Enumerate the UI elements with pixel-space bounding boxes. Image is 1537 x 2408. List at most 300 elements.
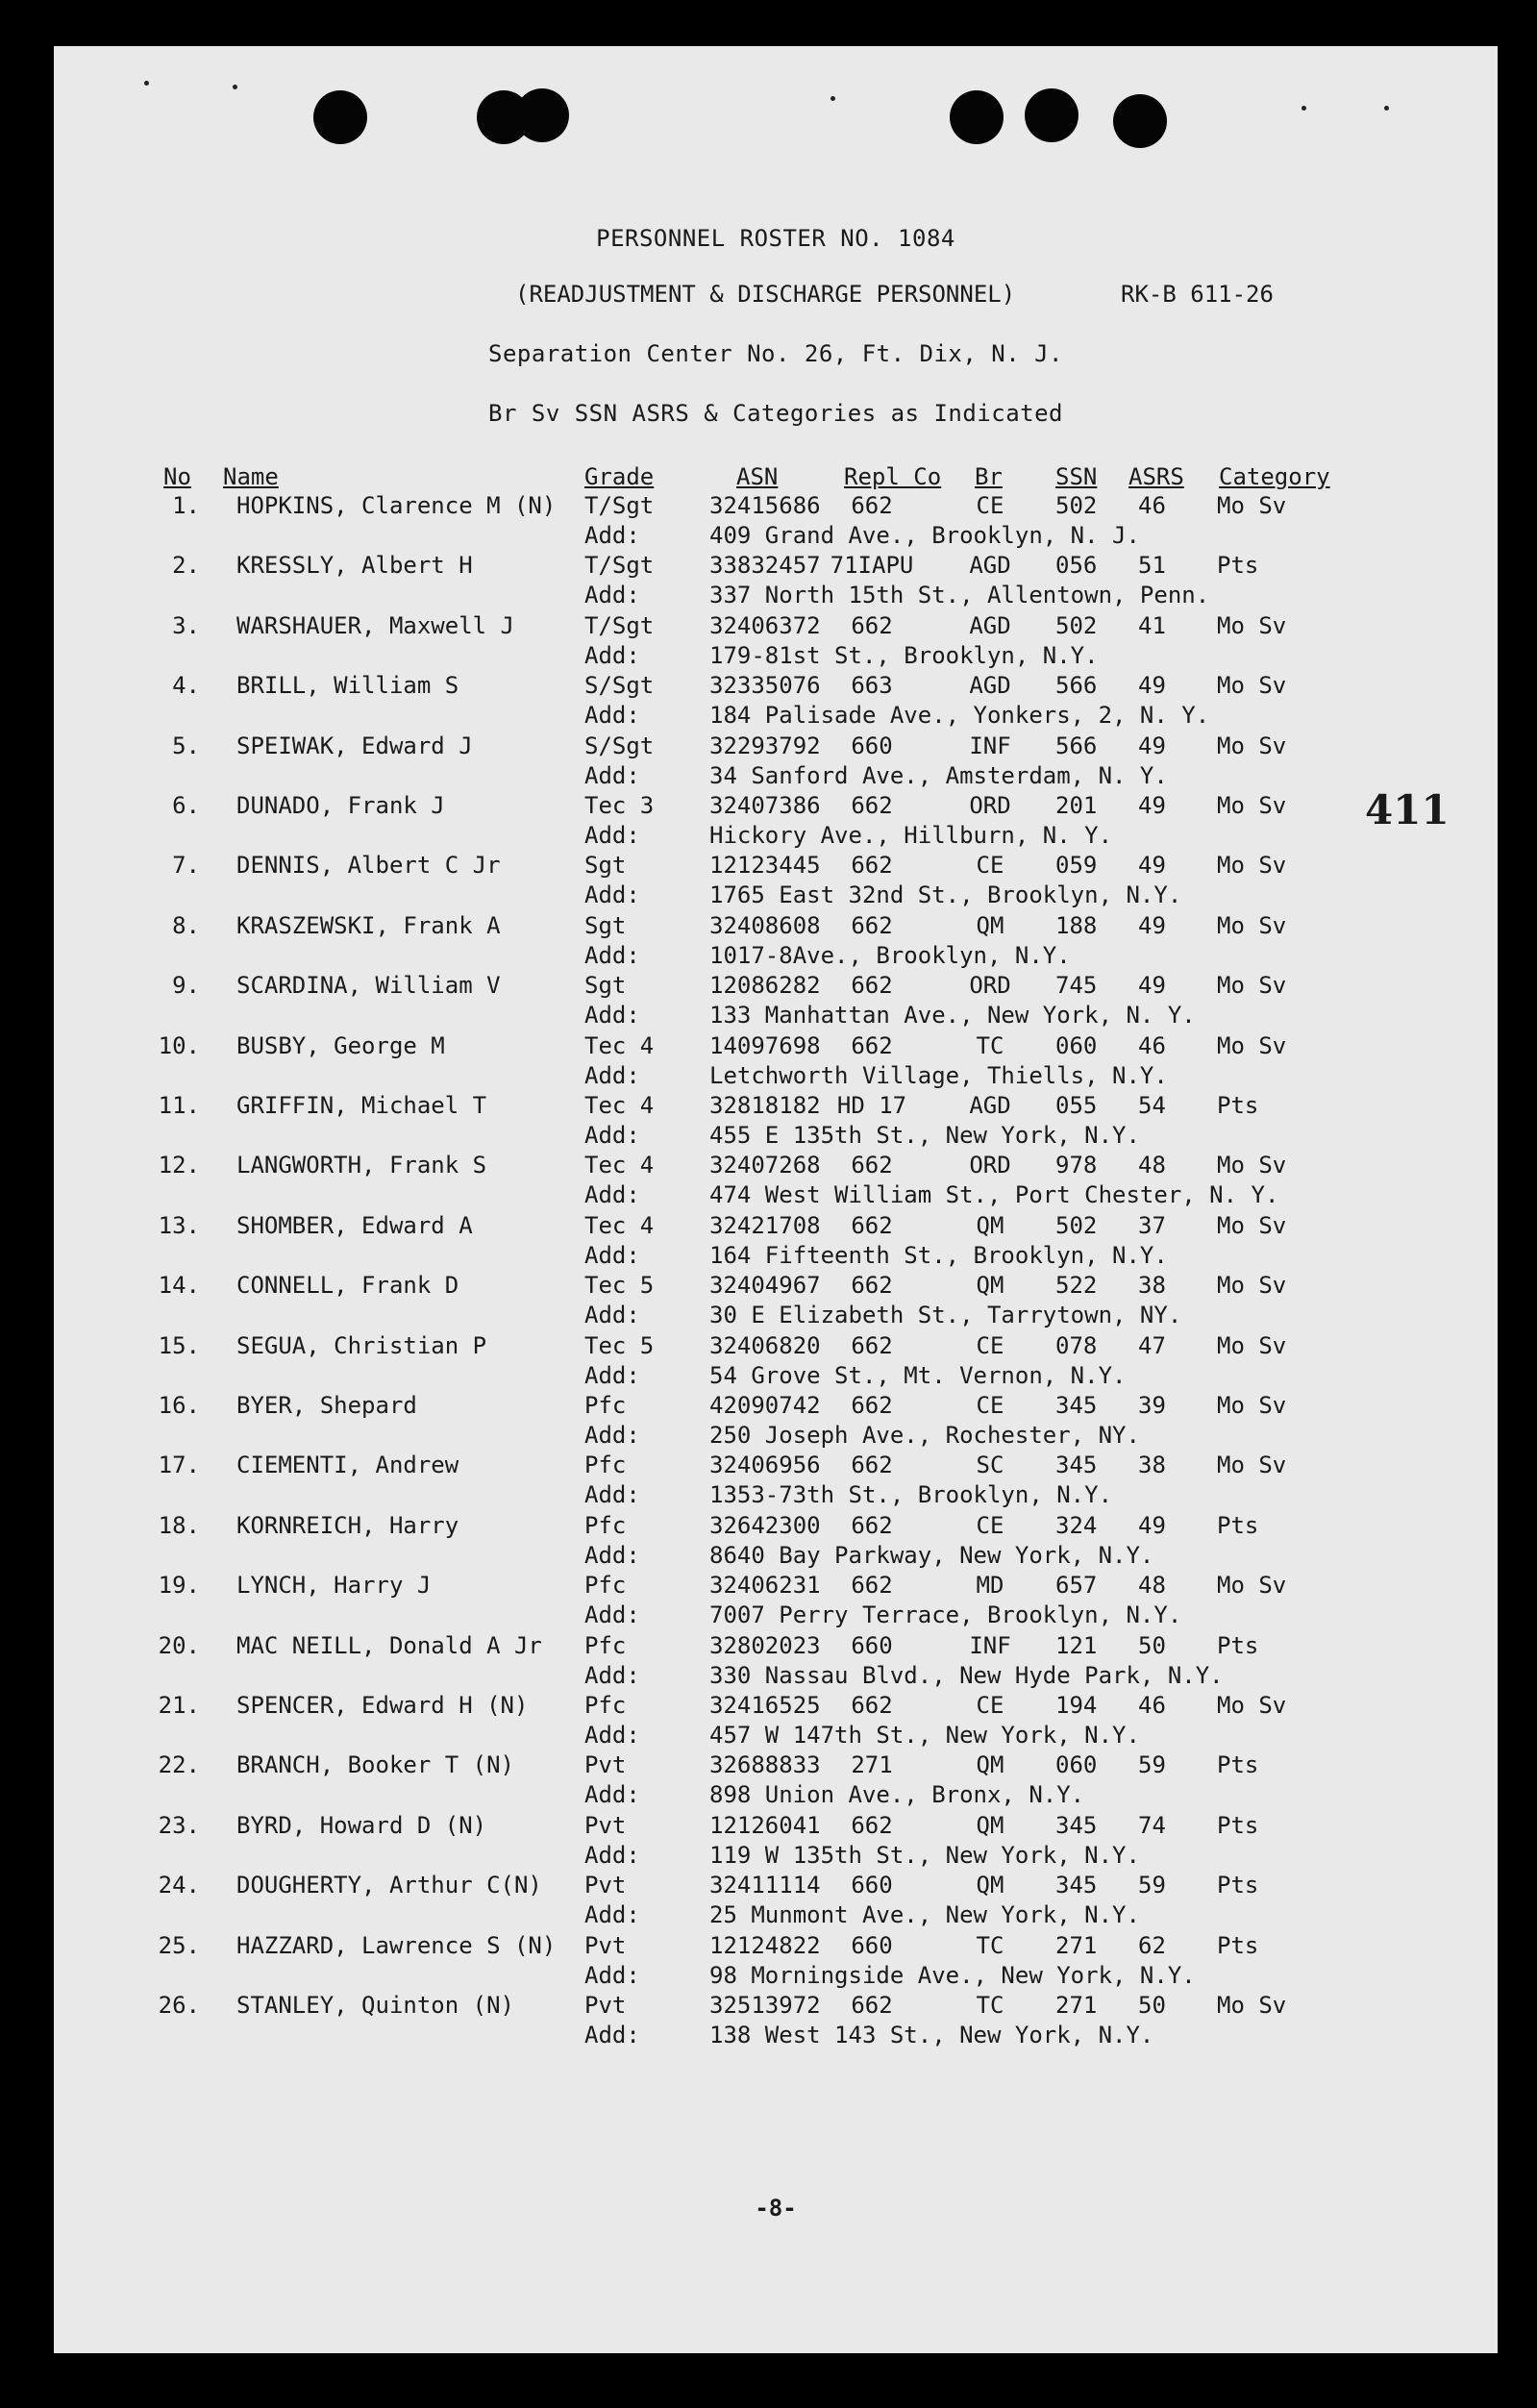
address-label: Add:	[584, 1541, 640, 1569]
cell-name: DENNIS, Albert C Jr	[236, 852, 501, 880]
cell-cat: Mo Sv	[1217, 1992, 1287, 2019]
cell-name: CONNELL, Frank D	[236, 1272, 459, 1300]
cell-br: AGD	[969, 672, 1011, 700]
cell-name: HAZZARD, Lawrence S (N)	[236, 1931, 557, 1959]
cell-repl: 663	[851, 672, 893, 700]
header-no: No	[163, 463, 191, 490]
cell-no: 18.	[158, 1511, 200, 1539]
cell-ssn: 345	[1055, 1811, 1098, 1839]
cell-name: SPENCER, Edward H (N)	[236, 1692, 529, 1719]
cell-cat: Pts	[1217, 1751, 1259, 1779]
cell-name: BYER, Shepard	[236, 1392, 417, 1419]
cell-br: TC	[976, 1931, 1004, 1959]
separation-center: Separation Center No. 26, Ft. Dix, N. J.	[488, 340, 1063, 367]
cell-cat: Pts	[1217, 1092, 1259, 1119]
cell-cat: Mo Sv	[1217, 611, 1287, 639]
cell-asn: 32513972	[709, 1992, 821, 2019]
cell-ssn: 060	[1055, 1751, 1098, 1779]
cell-grade: S/Sgt	[584, 732, 655, 759]
cell-asrs: 50	[1138, 1631, 1166, 1659]
cell-name: STANLEY, Quinton (N)	[236, 1992, 514, 2019]
cell-asn: 32421708	[709, 1211, 821, 1239]
cell-asn: 14097698	[709, 1031, 821, 1059]
speck	[830, 96, 835, 101]
cell-no: 20.	[158, 1631, 200, 1659]
cell-br: AGD	[969, 611, 1011, 639]
cell-asrs: 59	[1138, 1872, 1166, 1899]
address-text: 25 Munmont Ave., New York, N.Y.	[709, 1901, 1140, 1929]
cell-ssn: 502	[1055, 492, 1098, 519]
cell-name: BYRD, Howard D (N)	[236, 1811, 487, 1839]
header-ssn: SSN	[1055, 463, 1098, 490]
cell-no: 12.	[158, 1152, 200, 1179]
cell-br: QM	[976, 911, 1004, 939]
address-text: 34 Sanford Ave., Amsterdam, N. Y.	[709, 761, 1168, 789]
cell-br: AGD	[969, 1092, 1011, 1119]
cell-repl: HD 17	[836, 1092, 907, 1119]
cell-asrs: 47	[1138, 1331, 1166, 1359]
address-label: Add:	[584, 1241, 640, 1269]
address-label: Add:	[584, 1841, 640, 1869]
cell-asn: 32293792	[709, 732, 821, 759]
cell-repl: 662	[851, 1211, 893, 1239]
address-label: Add:	[584, 582, 640, 609]
cell-br: CE	[976, 1392, 1004, 1419]
cell-br: INF	[969, 1631, 1011, 1659]
cell-br: MD	[976, 1572, 1004, 1600]
cell-no: 17.	[158, 1452, 200, 1479]
cell-name: GRIFFIN, Michael T	[236, 1092, 487, 1119]
address-label: Add:	[584, 941, 640, 969]
cell-asrs: 49	[1138, 672, 1166, 700]
cell-asrs: 59	[1138, 1751, 1166, 1779]
punch-hole	[313, 90, 367, 144]
cell-cat: Pts	[1217, 552, 1259, 580]
cell-grade: Pvt	[584, 1751, 627, 1779]
cell-asrs: 38	[1138, 1272, 1166, 1300]
cell-asrs: 46	[1138, 1031, 1166, 1059]
address-text: Hickory Ave., Hillburn, N. Y.	[709, 822, 1113, 849]
cell-name: BUSBY, George M	[236, 1031, 445, 1059]
cell-grade: Pvt	[584, 1992, 627, 2019]
cell-ssn: 502	[1055, 1211, 1098, 1239]
header-category: Category	[1219, 463, 1330, 490]
address-label: Add:	[584, 1661, 640, 1689]
cell-asrs: 51	[1138, 552, 1166, 580]
cell-no: 6.	[172, 792, 200, 819]
cell-cat: Mo Sv	[1217, 1692, 1287, 1719]
address-label: Add:	[584, 1901, 640, 1929]
cell-repl: 662	[851, 1452, 893, 1479]
speck	[233, 85, 237, 89]
cell-no: 19.	[158, 1572, 200, 1600]
cell-name: KRASZEWSKI, Frank A	[236, 911, 501, 939]
address-label: Add:	[584, 1422, 640, 1449]
cell-repl: 660	[851, 1631, 893, 1659]
address-label: Add:	[584, 1722, 640, 1749]
cell-cat: Mo Sv	[1217, 672, 1287, 700]
cell-repl: 662	[851, 852, 893, 880]
cell-no: 21.	[158, 1692, 200, 1719]
cell-grade: Sgt	[584, 911, 627, 939]
cell-asrs: 49	[1138, 1511, 1166, 1539]
cell-cat: Pts	[1217, 1872, 1259, 1899]
cell-ssn: 345	[1055, 1872, 1098, 1899]
address-text: 1353-73th St., Brooklyn, N.Y.	[709, 1481, 1113, 1509]
cell-asn: 32407268	[709, 1152, 821, 1179]
cell-asrs: 49	[1138, 792, 1166, 819]
cell-grade: Pfc	[584, 1392, 627, 1419]
cell-asrs: 39	[1138, 1392, 1166, 1419]
cell-ssn: 271	[1055, 1992, 1098, 2019]
cell-ssn: 121	[1055, 1631, 1098, 1659]
cell-asn: 32406372	[709, 611, 821, 639]
address-text: 409 Grand Ave., Brooklyn, N. J.	[709, 522, 1140, 549]
cell-name: HOPKINS, Clarence M (N)	[236, 492, 557, 519]
cell-asn: 12086282	[709, 972, 821, 1000]
cell-repl: 662	[851, 1031, 893, 1059]
punch-hole	[515, 88, 569, 142]
address-label: Add:	[584, 522, 640, 549]
roster-subtitle: (READJUSTMENT & DISCHARGE PERSONNEL)	[515, 281, 1016, 308]
address-label: Add:	[584, 2022, 640, 2048]
cell-no: 26.	[158, 1992, 200, 2019]
cell-no: 9.	[172, 972, 200, 1000]
cell-ssn: 078	[1055, 1331, 1098, 1359]
cell-repl: 662	[851, 1511, 893, 1539]
cell-br: ORD	[969, 1152, 1011, 1179]
address-label: Add:	[584, 1061, 640, 1089]
cell-no: 3.	[172, 611, 200, 639]
cell-asrs: 38	[1138, 1452, 1166, 1479]
cell-asn: 32406231	[709, 1572, 821, 1600]
cell-asn: 32642300	[709, 1511, 821, 1539]
cell-name: DUNADO, Frank J	[236, 792, 445, 819]
cell-no: 1.	[172, 492, 200, 519]
cell-name: SEGUA, Christian P	[236, 1331, 487, 1359]
cell-cat: Pts	[1217, 1511, 1259, 1539]
cell-ssn: 566	[1055, 672, 1098, 700]
cell-repl: 662	[851, 1392, 893, 1419]
cell-asrs: 46	[1138, 492, 1166, 519]
cell-ssn: 502	[1055, 611, 1098, 639]
header-repl-co: Repl Co	[844, 463, 942, 490]
cell-name: CIEMENTI, Andrew	[236, 1452, 459, 1479]
cell-grade: Pvt	[584, 1931, 627, 1959]
address-text: 474 West William St., Port Chester, N. Y.	[709, 1181, 1279, 1209]
address-text: 179-81st St., Brooklyn, N.Y.	[709, 641, 1099, 669]
cell-asn: 32406820	[709, 1331, 821, 1359]
cell-no: 4.	[172, 672, 200, 700]
cell-grade: Tec 3	[584, 792, 655, 819]
cell-asrs: 50	[1138, 1992, 1166, 2019]
cell-grade: T/Sgt	[584, 552, 655, 580]
cell-br: QM	[976, 1811, 1004, 1839]
cell-no: 14.	[158, 1272, 200, 1300]
cell-asrs: 49	[1138, 911, 1166, 939]
cell-asn: 32407386	[709, 792, 821, 819]
address-label: Add:	[584, 1481, 640, 1509]
address-label: Add:	[584, 881, 640, 909]
cell-repl: 662	[851, 1572, 893, 1600]
header-asn: ASN	[736, 463, 779, 490]
address-text: 898 Union Ave., Bronx, N.Y.	[709, 1781, 1085, 1809]
address-text: 184 Palisade Ave., Yonkers, 2, N. Y.	[709, 702, 1210, 730]
cell-grade: Sgt	[584, 972, 627, 1000]
cell-name: KORNREICH, Harry	[236, 1511, 459, 1539]
cell-asrs: 46	[1138, 1692, 1166, 1719]
cell-grade: Sgt	[584, 852, 627, 880]
cell-ssn: 566	[1055, 732, 1098, 759]
cell-grade: T/Sgt	[584, 492, 655, 519]
cell-ssn: 345	[1055, 1452, 1098, 1479]
cell-grade: Pfc	[584, 1631, 627, 1659]
cell-cat: Mo Sv	[1217, 492, 1287, 519]
cell-br: QM	[976, 1751, 1004, 1779]
cell-no: 23.	[158, 1811, 200, 1839]
cell-repl: 662	[851, 1811, 893, 1839]
cell-no: 22.	[158, 1751, 200, 1779]
cell-grade: Tec 5	[584, 1331, 655, 1359]
cell-repl: 662	[851, 1152, 893, 1179]
cell-no: 13.	[158, 1211, 200, 1239]
cell-cat: Mo Sv	[1217, 792, 1287, 819]
cell-name: DOUGHERTY, Arthur C(N)	[236, 1872, 542, 1899]
cell-cat: Mo Sv	[1217, 1572, 1287, 1600]
cell-asrs: 74	[1138, 1811, 1166, 1839]
cell-asrs: 49	[1138, 732, 1166, 759]
cell-grade: Pfc	[584, 1692, 627, 1719]
cell-asrs: 48	[1138, 1572, 1166, 1600]
cell-asn: 12123445	[709, 852, 821, 880]
header-grade: Grade	[584, 463, 655, 490]
cell-grade: Tec 4	[584, 1092, 655, 1119]
cell-cat: Mo Sv	[1217, 1452, 1287, 1479]
cell-cat: Mo Sv	[1217, 732, 1287, 759]
cell-cat: Pts	[1217, 1631, 1259, 1659]
cell-br: QM	[976, 1211, 1004, 1239]
cell-grade: Pvt	[584, 1872, 627, 1899]
address-text: 8640 Bay Parkway, New York, N.Y.	[709, 1541, 1154, 1569]
address-label: Add:	[584, 1781, 640, 1809]
cell-asrs: 62	[1138, 1931, 1166, 1959]
address-text: 1017-8Ave., Brooklyn, N.Y.	[709, 941, 1071, 969]
cell-grade: Tec 4	[584, 1211, 655, 1239]
cell-asn: 12124822	[709, 1931, 821, 1959]
address-text: 54 Grove St., Mt. Vernon, N.Y.	[709, 1361, 1127, 1389]
cell-asn: 32688833	[709, 1751, 821, 1779]
cell-name: SPEIWAK, Edward J	[236, 732, 473, 759]
address-label: Add:	[584, 641, 640, 669]
address-text: 1765 East 32nd St., Brooklyn, N.Y.	[709, 881, 1182, 909]
cell-grade: Pfc	[584, 1452, 627, 1479]
cell-asn: 32411114	[709, 1872, 821, 1899]
cell-br: SC	[976, 1452, 1004, 1479]
cell-repl: 662	[851, 1992, 893, 2019]
cell-asrs: 49	[1138, 852, 1166, 880]
cell-no: 2.	[172, 552, 200, 580]
handwritten-number: 411	[1365, 786, 1450, 833]
address-label: Add:	[584, 1601, 640, 1629]
cell-cat: Mo Sv	[1217, 1331, 1287, 1359]
address-text: 250 Joseph Ave., Rochester, NY.	[709, 1422, 1140, 1449]
cell-br: QM	[976, 1272, 1004, 1300]
cell-asn: 32404967	[709, 1272, 821, 1300]
branch-note: Br Sv SSN ASRS & Categories as Indicated	[488, 400, 1063, 427]
cell-name: LANGWORTH, Frank S	[236, 1152, 487, 1179]
cell-br: INF	[969, 732, 1011, 759]
cell-ssn: 345	[1055, 1392, 1098, 1419]
cell-asn: 42090742	[709, 1392, 821, 1419]
cell-br: TC	[976, 1992, 1004, 2019]
cell-cat: Pts	[1217, 1811, 1259, 1839]
punch-hole	[1025, 88, 1078, 142]
cell-no: 11.	[158, 1092, 200, 1119]
cell-ssn: 745	[1055, 972, 1098, 1000]
cell-asn: 12126041	[709, 1811, 821, 1839]
cell-no: 15.	[158, 1331, 200, 1359]
cell-no: 7.	[172, 852, 200, 880]
cell-asrs: 54	[1138, 1092, 1166, 1119]
cell-br: ORD	[969, 972, 1011, 1000]
cell-br: QM	[976, 1872, 1004, 1899]
cell-asn: 32415686	[709, 492, 821, 519]
cell-asn: 33832457	[709, 552, 821, 580]
address-text: 98 Morningside Ave., New York, N.Y.	[709, 1961, 1196, 1989]
cell-asrs: 48	[1138, 1152, 1166, 1179]
address-text: 119 W 135th St., New York, N.Y.	[709, 1841, 1140, 1869]
cell-ssn: 059	[1055, 852, 1098, 880]
address-text: 7007 Perry Terrace, Brooklyn, N.Y.	[709, 1601, 1182, 1629]
speck	[144, 81, 149, 86]
cell-name: BRILL, William S	[236, 672, 459, 700]
cell-name: BRANCH, Booker T (N)	[236, 1751, 514, 1779]
cell-ssn: 324	[1055, 1511, 1098, 1539]
cell-name: SHOMBER, Edward A	[236, 1211, 473, 1239]
cell-name: WARSHAUER, Maxwell J	[236, 611, 514, 639]
cell-name: LYNCH, Harry J	[236, 1572, 432, 1600]
cell-repl: 660	[851, 732, 893, 759]
speck	[1384, 106, 1389, 111]
cell-asn: 32416525	[709, 1692, 821, 1719]
cell-asn: 32818182	[709, 1092, 821, 1119]
address-label: Add:	[584, 1181, 640, 1209]
address-label: Add:	[584, 822, 640, 849]
cell-ssn: 056	[1055, 552, 1098, 580]
roster-title: PERSONNEL ROSTER NO. 1084	[596, 225, 955, 252]
address-text: 337 North 15th St., Allentown, Penn.	[709, 582, 1210, 609]
cell-name: MAC NEILL, Donald A Jr	[236, 1631, 542, 1659]
address-text: 30 E Elizabeth St., Tarrytown, NY.	[709, 1302, 1182, 1329]
cell-asrs: 37	[1138, 1211, 1166, 1239]
cell-cat: Pts	[1217, 1931, 1259, 1959]
address-text: 457 W 147th St., New York, N.Y.	[709, 1722, 1140, 1749]
cell-repl: 662	[851, 1272, 893, 1300]
cell-cat: Mo Sv	[1217, 972, 1287, 1000]
address-label: Add:	[584, 1122, 640, 1149]
cell-repl: 660	[851, 1872, 893, 1899]
cell-cat: Mo Sv	[1217, 1031, 1287, 1059]
cell-cat: Mo Sv	[1217, 1152, 1287, 1179]
cell-repl: 662	[851, 792, 893, 819]
cell-no: 5.	[172, 732, 200, 759]
cell-ssn: 522	[1055, 1272, 1098, 1300]
cell-grade: Pvt	[584, 1811, 627, 1839]
cell-br: CE	[976, 852, 1004, 880]
cell-cat: Mo Sv	[1217, 1392, 1287, 1419]
cell-asn: 32802023	[709, 1631, 821, 1659]
cell-cat: Mo Sv	[1217, 1211, 1287, 1239]
cell-cat: Mo Sv	[1217, 852, 1287, 880]
header-asrs: ASRS	[1128, 463, 1184, 490]
cell-br: CE	[976, 1692, 1004, 1719]
cell-br: CE	[976, 1511, 1004, 1539]
roster-reference: RK-B 611-26	[1121, 281, 1274, 308]
cell-repl: 662	[851, 972, 893, 1000]
address-label: Add:	[584, 1961, 640, 1989]
cell-br: ORD	[969, 792, 1011, 819]
roster-page	[54, 46, 1498, 2353]
cell-asn: 32406956	[709, 1452, 821, 1479]
punch-hole	[1113, 94, 1167, 148]
cell-asn: 32408608	[709, 911, 821, 939]
cell-repl: 662	[851, 611, 893, 639]
address-label: Add:	[584, 1302, 640, 1329]
address-text: 138 West 143 St., New York, N.Y.	[709, 2022, 1154, 2048]
cell-repl: 660	[851, 1931, 893, 1959]
cell-br: CE	[976, 1331, 1004, 1359]
cell-cat: Mo Sv	[1217, 911, 1287, 939]
address-label: Add:	[584, 761, 640, 789]
cell-grade: T/Sgt	[584, 611, 655, 639]
cell-no: 8.	[172, 911, 200, 939]
cell-ssn: 978	[1055, 1152, 1098, 1179]
address-text: 455 E 135th St., New York, N.Y.	[709, 1122, 1140, 1149]
cell-no: 25.	[158, 1931, 200, 1959]
header-name: Name	[223, 463, 279, 490]
cell-repl: 662	[851, 492, 893, 519]
address-label: Add:	[584, 1002, 640, 1030]
cell-repl: 71IAPU	[830, 552, 914, 580]
cell-ssn: 194	[1055, 1692, 1098, 1719]
cell-grade: S/Sgt	[584, 672, 655, 700]
speck	[1301, 106, 1306, 111]
address-label: Add:	[584, 1361, 640, 1389]
address-text: 133 Manhattan Ave., New York, N. Y.	[709, 1002, 1196, 1030]
cell-ssn: 271	[1055, 1931, 1098, 1959]
cell-name: SCARDINA, William V	[236, 972, 501, 1000]
cell-ssn: 188	[1055, 911, 1098, 939]
cell-grade: Tec 4	[584, 1031, 655, 1059]
cell-no: 10.	[158, 1031, 200, 1059]
cell-ssn: 657	[1055, 1572, 1098, 1600]
cell-asn: 32335076	[709, 672, 821, 700]
cell-grade: Pfc	[584, 1511, 627, 1539]
cell-grade: Tec 4	[584, 1152, 655, 1179]
cell-repl: 271	[851, 1751, 893, 1779]
cell-grade: Pfc	[584, 1572, 627, 1600]
cell-repl: 662	[851, 911, 893, 939]
punch-hole	[950, 90, 1004, 144]
cell-name: KRESSLY, Albert H	[236, 552, 473, 580]
cell-asrs: 41	[1138, 611, 1166, 639]
address-text: Letchworth Village, Thiells, N.Y.	[709, 1061, 1168, 1089]
header-br: Br	[975, 463, 1003, 490]
cell-ssn: 201	[1055, 792, 1098, 819]
cell-no: 16.	[158, 1392, 200, 1419]
cell-br: TC	[976, 1031, 1004, 1059]
cell-br: CE	[976, 492, 1004, 519]
